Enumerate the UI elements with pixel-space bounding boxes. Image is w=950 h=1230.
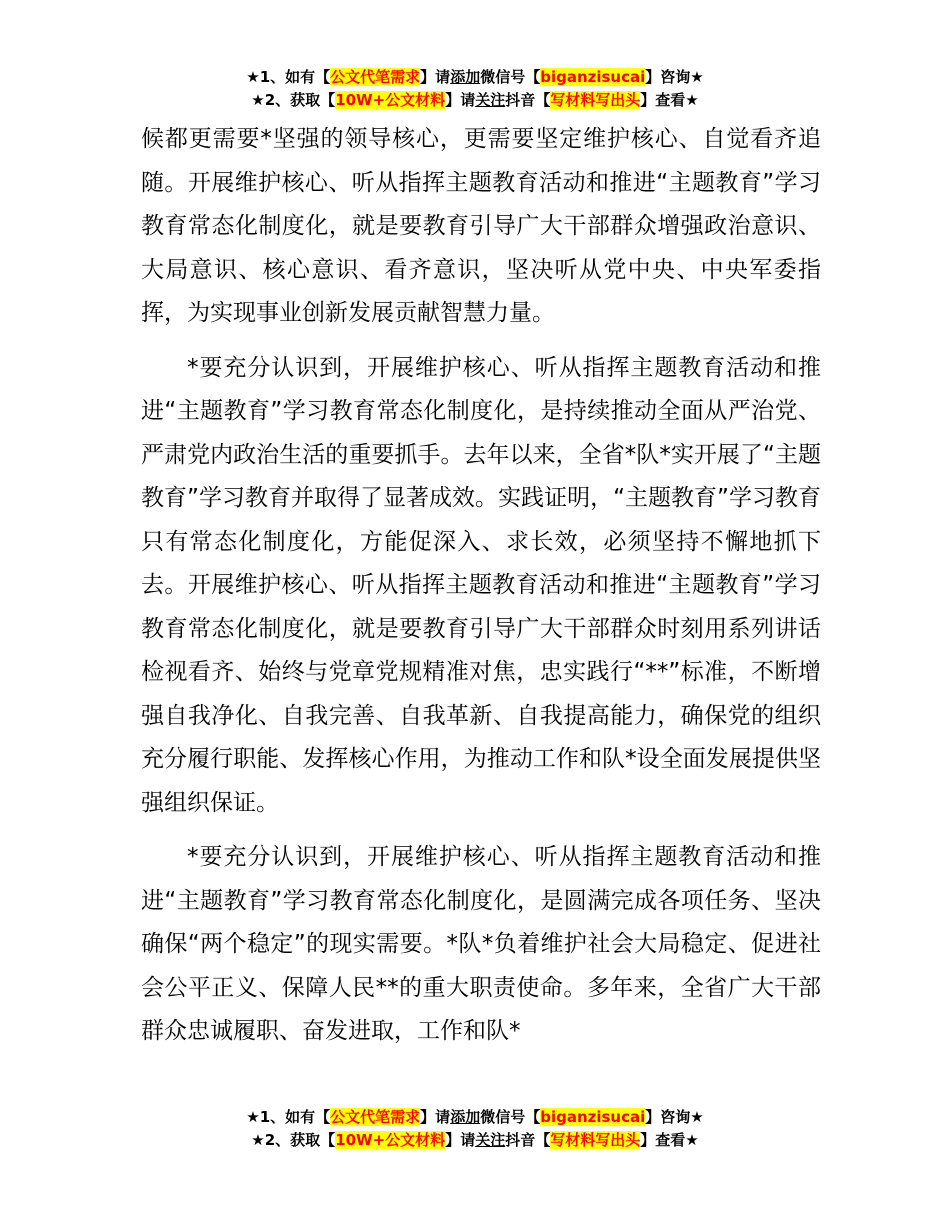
banner-line-2 [0, 1129, 950, 1152]
banner-text: 】请 [445, 1131, 476, 1149]
banner-text: 】咨询★ [645, 1108, 704, 1126]
banner-text: ★2、获取【 [251, 91, 336, 109]
paragraph-1: 候都更需要*坚强的领导核心，更需要坚定维护核心、自觉看齐追随。开展维护核心、听从指挥主题教育活动和推进“主题教育”学习教育常态化制度化，就是要教育引导广大干部群众增强政治意识、大局意识、核心意识、看齐意识，坚决听从党中央、中央军委指挥，为实现事业创新发展贡献智慧力量。 [141, 126, 821, 326]
banner-text: 】请 [445, 91, 476, 109]
highlight-account: 写材料写出头 [550, 91, 641, 109]
banner-text: ★1、如有【 [246, 68, 331, 86]
banner-text: ★2、获取【 [251, 1131, 336, 1149]
underlined-text: 关注 [475, 1131, 506, 1149]
banner-text: 】咨询★ [645, 68, 704, 86]
document-body [141, 118, 821, 1054]
underlined-text: 添加 [450, 1108, 481, 1126]
highlight-materials: 10W+公文材料 [335, 1131, 446, 1149]
banner-text: 抖音【 [505, 91, 551, 109]
paragraph-2: *要充分认识到，开展维护核心、听从指挥主题教育活动和推进“主题教育”学习教育常态化制度化，是持续推动全面从严治党、严肃党内政治生活的重要抓手。去年以来，全省*队*实开展了“主题教育”学习教育并取得了显著成效。实践证明，“主题教育”学习教育只有常态化制度化，方能促深入、求长效，必须坚持不懈地抓下去。开展维护核心、听从指挥主题教育活动和推进“主题教育”学习教育常态化制度化，就是要教育引导广大干部群众时刻用系列讲话检视看齐、始终与党章党规精准对焦，忠实践行“**”标准，不断增强自我净化、自我完善、自我革新、自我提高能力，确保党的组织充分履行职能、发挥核心作用，为推动工作和队*设全面发展提供坚强组织保证。 [141, 354, 821, 816]
underlined-text: 关注 [475, 91, 506, 109]
highlight-account: 写材料写出头 [550, 1131, 641, 1149]
banner-line-1 [0, 1106, 950, 1129]
paragraph-3: *要充分认识到，开展维护核心、听从指挥主题教育活动和推进“主题教育”学习教育常态化制度化，是圆满完成各项任务、坚决确保“两个稳定”的现实需要。*队*负着维护社会大局稳定、促进社会公平正义、保障人民**的重大职责使命。多年来，全省广大干部群众忠诚履职、奋发进取，工作和队* [141, 844, 821, 1044]
underlined-text: 添加 [450, 68, 481, 86]
highlight-wechat-id: biganzisucai [540, 1108, 646, 1126]
banner-line-1 [0, 66, 950, 89]
banner-text: 】查看★ [640, 1131, 699, 1149]
banner-text: ★1、如有【 [246, 1108, 331, 1126]
highlight-service: 公文代笔需求 [330, 1108, 421, 1126]
highlight-service: 公文代笔需求 [330, 68, 421, 86]
highlight-materials: 10W+公文材料 [335, 91, 446, 109]
banner-text: 】请 [420, 68, 451, 86]
highlight-wechat-id: biganzisucai [540, 68, 646, 86]
bottom-banner [0, 1106, 950, 1152]
banner-text: 】请 [420, 1108, 451, 1126]
banner-text: 微信号【 [480, 68, 541, 86]
top-banner [0, 66, 950, 112]
banner-line-2 [0, 89, 950, 112]
banner-text: 微信号【 [480, 1108, 541, 1126]
banner-text: 】查看★ [640, 91, 699, 109]
banner-text: 抖音【 [505, 1131, 551, 1149]
